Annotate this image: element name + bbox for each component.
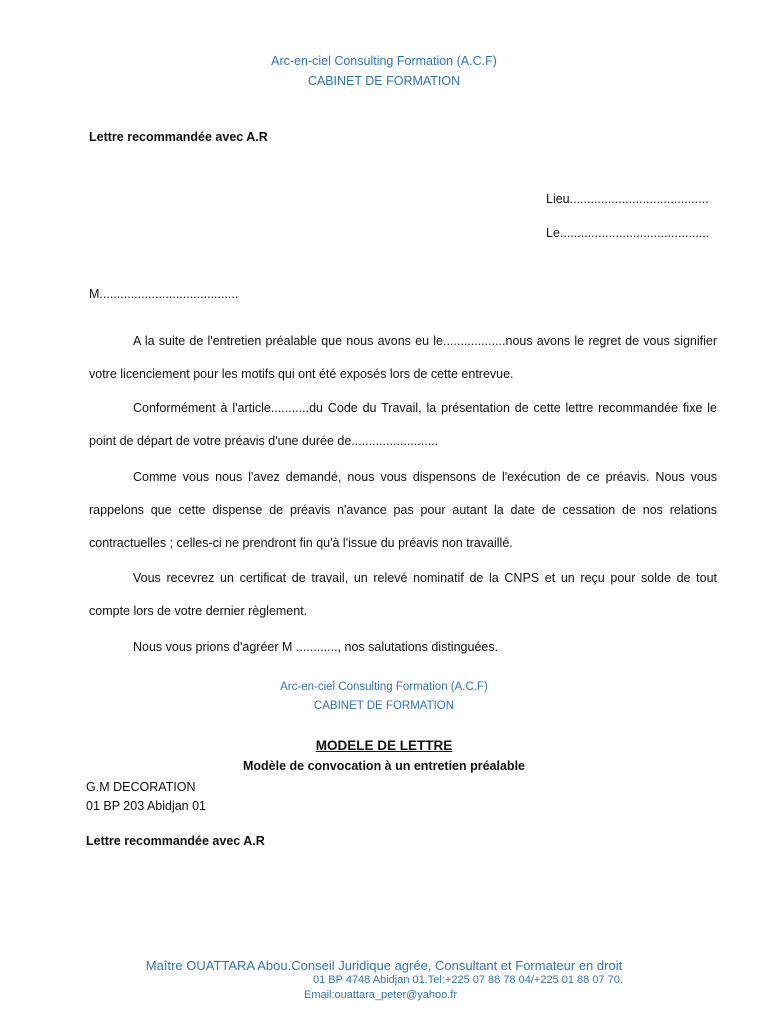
model-subtitle: Modèle de convocation à un entretien préalable xyxy=(242,759,525,773)
company-name-2: Arc-en-ciel Consulting Formation (A.C.F) xyxy=(280,681,488,693)
paragraph-2 xyxy=(89,392,717,458)
letter-type: Lettre recommandée avec A.R xyxy=(89,130,268,144)
paragraph-1-text: A la suite de l'entretien préalable que nous avons eu le..................nous avons le regret de vous signifier votre licenciement pour les motifs qui ont été exposés lors de cette entrevue. xyxy=(89,334,717,381)
paragraph-3-text: Comme vous nous l'avez demandé, nous vous dispensons de l'exécution de ce préavis. Nous vous rappelons que cette dispense de préavis n'avance pas pour autant la date de cessation de nos relations contractuelles ; celles-ci ne prendront fin qu'à l'issue du préavis non travaillé. xyxy=(89,470,717,550)
footer-address: 01 BP 4748 Abidjan 01.Tel:+225 07 88 78 04/+225 01 88 07 70. xyxy=(313,974,623,986)
paragraph-2-text: Conformément à l'article...........du Code du Travail, la présentation de cette lettre recommandée fixe le point de départ de votre préavis d'une durée de......................... xyxy=(89,401,717,448)
date-field: Le........................................... xyxy=(546,226,710,240)
model-title-wrap xyxy=(0,737,768,755)
letter-type-2: Lettre recommandée avec A.R xyxy=(86,834,265,848)
paragraph-1 xyxy=(89,325,717,391)
paragraph-4 xyxy=(89,562,717,628)
model-title: MODELE DE LETTRE xyxy=(315,738,453,753)
footer-email: Email:ouattara_peter@yahoo.fr xyxy=(304,989,458,1001)
company-subtitle-2: CABINET DE FORMATION xyxy=(313,700,455,712)
recipient: M........................................ xyxy=(89,287,239,301)
company-name: Arc-en-ciel Consulting Formation (A.C.F) xyxy=(271,54,497,68)
sender-address: 01 BP 203 Abidjan 01 xyxy=(86,799,207,813)
closing xyxy=(89,631,717,664)
closing-text: Nous vous prions d'agréer M ............, nos salutations distinguées. xyxy=(133,640,499,654)
paragraph-4-text: Vous recevrez un certificat de travail, un relevé nominatif de la CNPS et un reçu pour solde de tout compte lors de votre dernier règlement. xyxy=(89,571,717,618)
footer-author: Maître OUATTARA Abou.Conseil Juridique agrée, Consultant et Formateur en droit xyxy=(145,958,623,973)
place-field: Lieu........................................ xyxy=(546,192,709,206)
paragraph-3 xyxy=(89,461,717,560)
sender-name: G.M DECORATION xyxy=(86,780,196,794)
company-subtitle: CABINET DE FORMATION xyxy=(307,74,461,88)
